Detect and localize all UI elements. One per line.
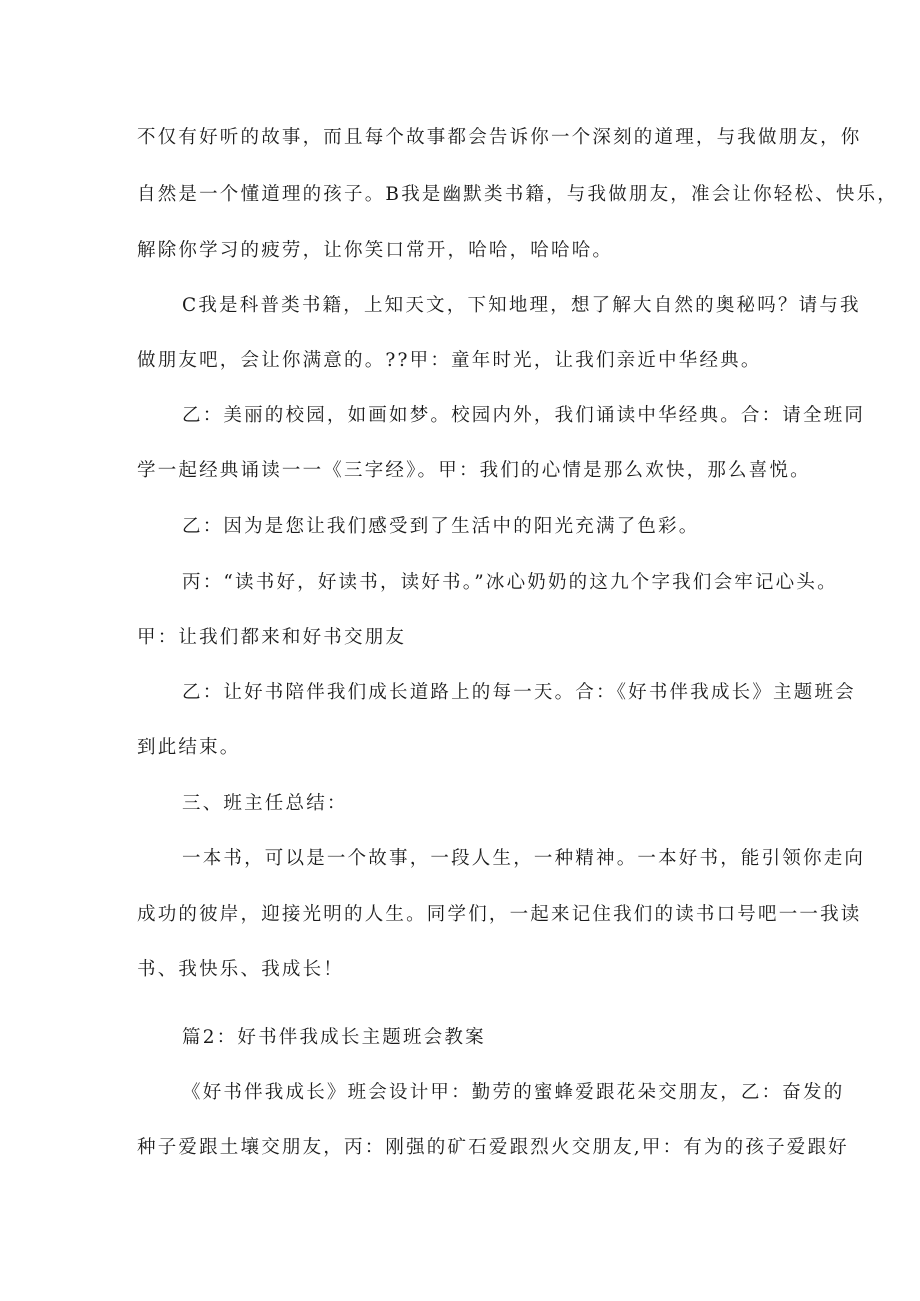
text-line: 自然是一个懂道理的孩子。B我是幽默类书籍，与我做朋友，准会让你轻松、快乐，: [137, 184, 898, 205]
section-heading: 篇2：好书伴我成长主题班会教案: [182, 1027, 486, 1048]
section-heading: 三、班主任总结：: [182, 793, 348, 814]
text-line: C我是科普类书籍，上知天文，下知地理，想了解大自然的奥秘吗？请与我: [182, 295, 861, 316]
text-line: 一本书，可以是一个故事，一段人生，一种精神。一本好书，能引领你走向: [182, 848, 866, 869]
text-line: 解除你学习的疲劳，让你笑口常开，哈哈，哈哈哈。: [137, 240, 614, 261]
text-line: 《好书伴我成长》班会设计甲：勤劳的蜜蜂爱跟花朵交朋友，乙：奋发的: [182, 1082, 845, 1103]
text-line: 成功的彼岸，迎接光明的人生。同学们，一起来记住我们的读书口号吧一一我读: [137, 904, 862, 925]
text-line: 乙：让好书陪伴我们成长道路上的每一天。合：《好书伴我成长》主题班会: [182, 682, 856, 703]
text-line: 书、我快乐、我成长！: [137, 959, 345, 980]
text-line: 学一起经典诵读一一《三字经》。甲：我们的心情是那么欢快，那么喜悦。: [137, 460, 811, 481]
text-line: 到此结束。: [137, 737, 241, 758]
text-line: 丙：“读书好，好读书，读好书。”冰心奶奶的这九个字我们会牢记心头。: [182, 572, 838, 593]
text-line: 乙：因为是您让我们感受到了生活中的阳光充满了色彩。: [182, 516, 700, 537]
text-line: 做朋友吧，会让你满意的。??甲：童年时光，让我们亲近中华经典。: [137, 350, 762, 371]
text-line: 甲：让我们都来和好书交朋友: [137, 627, 407, 648]
text-line: 乙：美丽的校园，如画如梦。校园内外，我们诵读中华经典。合：请全班同: [182, 405, 866, 426]
text-line: 不仅有好听的故事，而且每个故事都会告诉你一个深刻的道理，与我做朋友，你: [137, 127, 862, 148]
text-line: 种子爱跟土壤交朋友，丙：刚强的矿石爱跟烈火交朋友,甲：有为的孩子爱跟好: [137, 1137, 849, 1158]
